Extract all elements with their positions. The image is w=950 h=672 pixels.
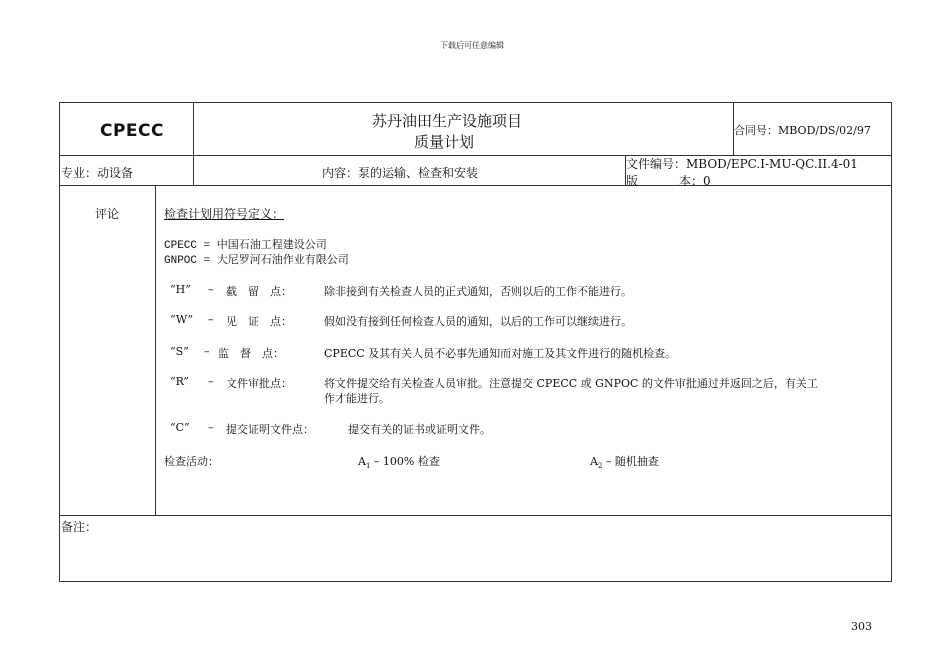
activity-a2: [590, 453, 659, 470]
symbol-definition-heading: 检查计划用符号定义：: [164, 207, 285, 221]
symbol-code: “H”: [170, 283, 191, 296]
activity-a1-subscript: 1: [365, 462, 371, 471]
version-value: 本：0: [679, 174, 711, 188]
activity-a1: [358, 453, 440, 470]
symbol-description: 除非接到有关检查人员的正式通知，否则以后的工作不能进行。: [324, 285, 632, 298]
plan-title: 质量计划: [414, 133, 475, 151]
symbol-name: 文件审批点：: [226, 377, 292, 390]
abbr-gnpoc: GNPOC = 大尼罗河石油作业有限公司: [164, 255, 349, 267]
header-note: 下载后可任意编辑: [440, 41, 504, 50]
comment-label: 评论: [95, 207, 120, 221]
discipline-label: 专业：动设备: [61, 166, 134, 180]
version-label: 版: [626, 174, 639, 188]
remarks-label: 备注：: [61, 520, 98, 534]
abbr-cpecc: CPECC = 中国石油工程建设公司: [164, 240, 327, 252]
symbol-name: 截 留 点：: [226, 285, 292, 298]
symbol-code: “W”: [170, 313, 194, 326]
symbol-description: 提交有关的证书或证明文件。: [348, 423, 491, 436]
symbol-code: “C”: [170, 421, 190, 434]
symbol-description: 假如没有接到任何检查人员的通知，以后的工作可以继续进行。: [324, 315, 632, 328]
activity-a2-text: – 随机抽查: [602, 455, 659, 468]
contract-number: 合同号：MBOD/DS/02/97: [734, 124, 871, 137]
page-number: 303: [851, 620, 872, 633]
symbol-dash: –: [204, 345, 210, 358]
symbol-dash: –: [208, 421, 214, 434]
content-label: 内容：泵的运输、检查和安装: [322, 166, 479, 180]
symbol-name: 监 督 点：: [218, 347, 284, 360]
activity-a2-subscript: 2: [597, 462, 603, 471]
symbol-name: 提交证明文件点：: [226, 423, 314, 436]
symbol-dash: –: [208, 283, 214, 296]
company-logo: CPECC: [100, 121, 165, 141]
symbol-description: 将文件提交给有关检查人员审批。注意提交 CPECC 或 GNPOC 的文件审批通过并返回之后，有关工: [324, 377, 818, 390]
activity-a2-letter: A: [590, 455, 598, 468]
symbol-description-continued: 作才能进行。: [324, 392, 390, 405]
symbol-code: “S”: [170, 345, 189, 358]
symbol-description: CPECC 及其有关人员不必事先通知而对施工及其文件进行的随机检查。: [324, 347, 677, 360]
symbol-dash: –: [208, 313, 214, 326]
symbol-dash: –: [208, 375, 214, 388]
symbol-name: 见 证 点：: [226, 315, 292, 328]
project-title: 苏丹油田生产设施项目: [372, 112, 523, 130]
document-number: 文件编号：MBOD/EPC.I-MU-QC.II.4-01: [626, 157, 858, 171]
inspection-activities-label: 检查活动：: [164, 455, 219, 468]
symbol-code: “R”: [170, 375, 189, 388]
activity-a1-text: – 100% 检查: [370, 455, 440, 468]
activity-a1-letter: A: [358, 455, 366, 468]
